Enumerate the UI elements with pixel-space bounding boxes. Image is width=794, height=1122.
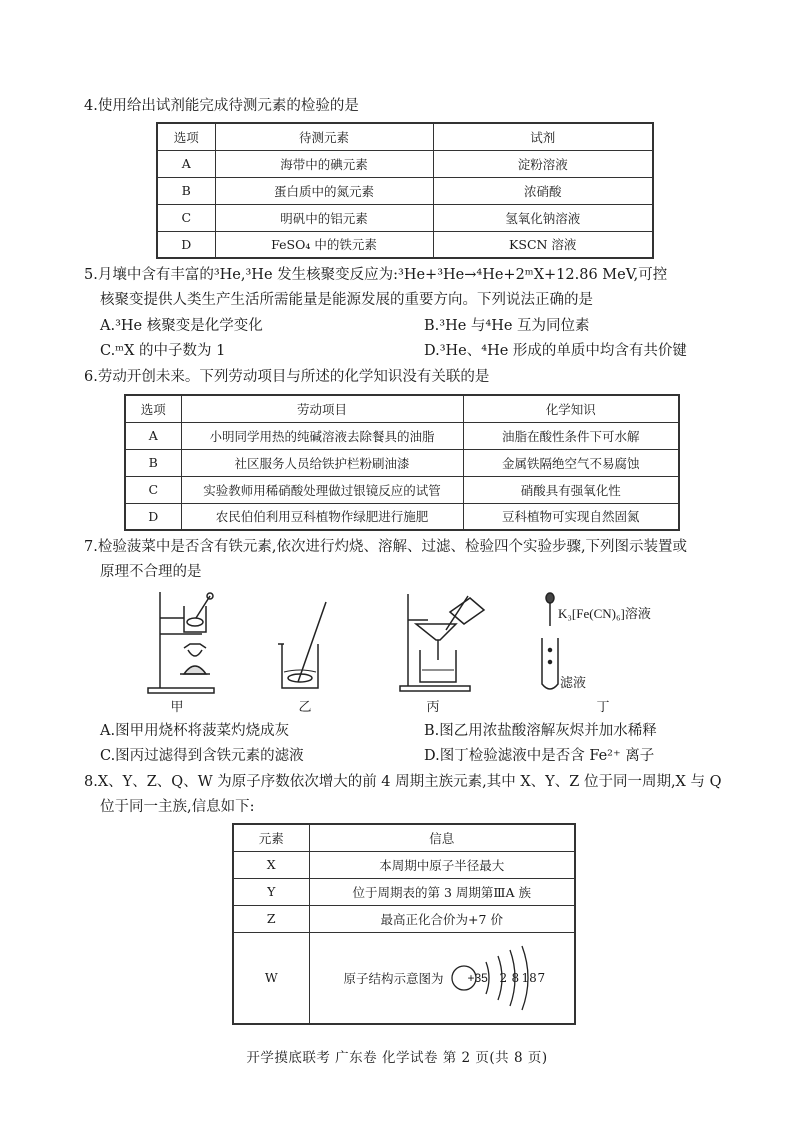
table-header: 试剂 (433, 123, 653, 150)
q8-table (232, 823, 576, 1025)
q5-option-c: C.ᵐX 的中子数为 1 (100, 343, 226, 359)
table-cell: 最高正化合价为+7 价 (309, 905, 575, 932)
w-info-text: 原子结构示意图为 (343, 970, 444, 986)
q7-option-d: D.图丁检验滤液中是否含 Fe²⁺ 离子 (424, 748, 655, 764)
filtrate-label: 滤液 (560, 676, 587, 691)
shell-electrons-4: 7 (537, 970, 546, 985)
table-row (157, 177, 653, 204)
table-row (125, 449, 679, 476)
table-row (125, 476, 679, 503)
table-row (233, 851, 575, 878)
table-header: 信息 (309, 824, 575, 851)
table-cell: 位于周期表的第 3 周期第ⅢA 族 (309, 878, 575, 905)
q5-stem-line1: 5.月壤中含有丰富的³He,³He 发生核聚变反应为:³He+³He→⁴He+2ᵐX+12.86 MeV,可控 (84, 267, 668, 283)
q5-stem-line2: 核聚变提供人类生产生活所需能量是能源发展的重要方向。下列说法正确的是 (100, 292, 593, 308)
table-cell: X (233, 851, 309, 878)
table-header: 选项 (157, 123, 215, 150)
table-cell: Z (233, 905, 309, 932)
q8-stem-line1: 8.X、Y、Z、Q、W 为原子序数依次增大的前 4 周期主族元素,其中 X、Y、Z 位于同一周期,X 与 Q (84, 774, 722, 790)
figure-jia-apparatus (140, 588, 230, 698)
table-cell: 豆科植物可实现自然固氮 (463, 503, 679, 530)
table-cell: B (157, 177, 215, 204)
shell-electrons-1: 2 (499, 970, 508, 985)
shell-electrons-2: 8 (511, 970, 520, 985)
table-row (157, 150, 653, 177)
table-cell: FeSO₄ 中的铁元素 (215, 231, 433, 258)
table-cell: 硝酸具有强氧化性 (463, 476, 679, 503)
figure-label-ding: 丁 (596, 700, 610, 715)
table-cell: W (233, 932, 309, 1024)
table-header: 元素 (233, 824, 309, 851)
q8-stem-line2: 位于同一主族,信息如下: (100, 799, 255, 815)
q5-option-d: D.³He、⁴He 形成的单质中均含有共价键 (424, 343, 687, 359)
figure-label-bing: 丙 (426, 700, 440, 715)
table-header: 待测元素 (215, 123, 433, 150)
table-cell: 实验教师用稀硝酸处理做过银镜反应的试管 (181, 476, 463, 503)
figure-yi-apparatus (272, 598, 332, 694)
table-cell: KSCN 溶液 (433, 231, 653, 258)
figure-label-jia: 甲 (170, 700, 184, 715)
table-cell: C (125, 476, 181, 503)
shell-electrons-3: 18 (521, 970, 537, 985)
table-cell: D (157, 231, 215, 258)
table-row (157, 231, 653, 258)
table-cell: 明矾中的铝元素 (215, 204, 433, 231)
table-header-row (233, 824, 575, 851)
table-cell: C (157, 204, 215, 231)
table-cell: 浓硝酸 (433, 177, 653, 204)
table-cell: 金属铁隔绝空气不易腐蚀 (463, 449, 679, 476)
table-cell: A (157, 150, 215, 177)
table-cell: Y (233, 878, 309, 905)
w-info-cell (309, 932, 575, 1024)
table-cell: 海带中的碘元素 (215, 150, 433, 177)
table-cell: 社区服务人员给铁护栏粉刷油漆 (181, 449, 463, 476)
figure-label-yi: 乙 (298, 700, 312, 715)
page-footer: 开学摸底联考 广东卷 化学试卷 第 2 页(共 8 页) (246, 1050, 548, 1066)
table-header: 选项 (125, 395, 181, 422)
table-cell: 小明同学用热的纯碱溶液去除餐具的油脂 (181, 422, 463, 449)
figure-bing-apparatus (398, 590, 498, 694)
q7-stem-line1: 7.检验菠菜中是否含有铁元素,依次进行灼烧、溶解、过滤、检验四个实验步骤,下列图示装置或 (84, 539, 688, 555)
table-header: 劳动项目 (181, 395, 463, 422)
q7-option-c: C.图丙过滤得到含铁元素的滤液 (100, 748, 304, 764)
q7-option-a: A.图甲用烧杯将菠菜灼烧成灰 (100, 723, 290, 739)
table-row (125, 503, 679, 530)
q5-option-b: B.³He 与⁴He 互为同位素 (424, 318, 590, 334)
nucleus-charge: +35 (467, 970, 488, 985)
q5-option-a: A.³He 核聚变是化学变化 (100, 318, 263, 334)
q4-table (156, 122, 654, 259)
table-row-w (233, 932, 575, 1024)
table-cell: 油脂在酸性条件下可水解 (463, 422, 679, 449)
table-cell: 淀粉溶液 (433, 150, 653, 177)
table-row (233, 878, 575, 905)
table-row (233, 905, 575, 932)
table-cell: B (125, 449, 181, 476)
table-cell: 氢氧化钠溶液 (433, 204, 653, 231)
table-cell: 蛋白质中的氮元素 (215, 177, 433, 204)
q4-stem: 4.使用给出试剂能完成待测元素的检验的是 (84, 98, 359, 114)
q6-table (124, 394, 680, 531)
table-header-row (125, 395, 679, 422)
q6-stem: 6.劳动开创未来。下列劳动项目与所述的化学知识没有关联的是 (84, 369, 490, 385)
table-row (157, 204, 653, 231)
table-cell: D (125, 503, 181, 530)
table-cell: A (125, 422, 181, 449)
reagent-label: K₃[Fe(CN)₆]溶液 (558, 606, 651, 621)
table-cell: 本周期中原子半径最大 (309, 851, 575, 878)
q7-option-b: B.图乙用浓盐酸溶解灰烬并加水稀释 (424, 723, 657, 739)
table-cell: 农民伯伯利用豆科植物作绿肥进行施肥 (181, 503, 463, 530)
table-row (125, 422, 679, 449)
table-header: 化学知识 (463, 395, 679, 422)
q7-stem-line2: 原理不合理的是 (100, 564, 202, 580)
table-header-row (157, 123, 653, 150)
